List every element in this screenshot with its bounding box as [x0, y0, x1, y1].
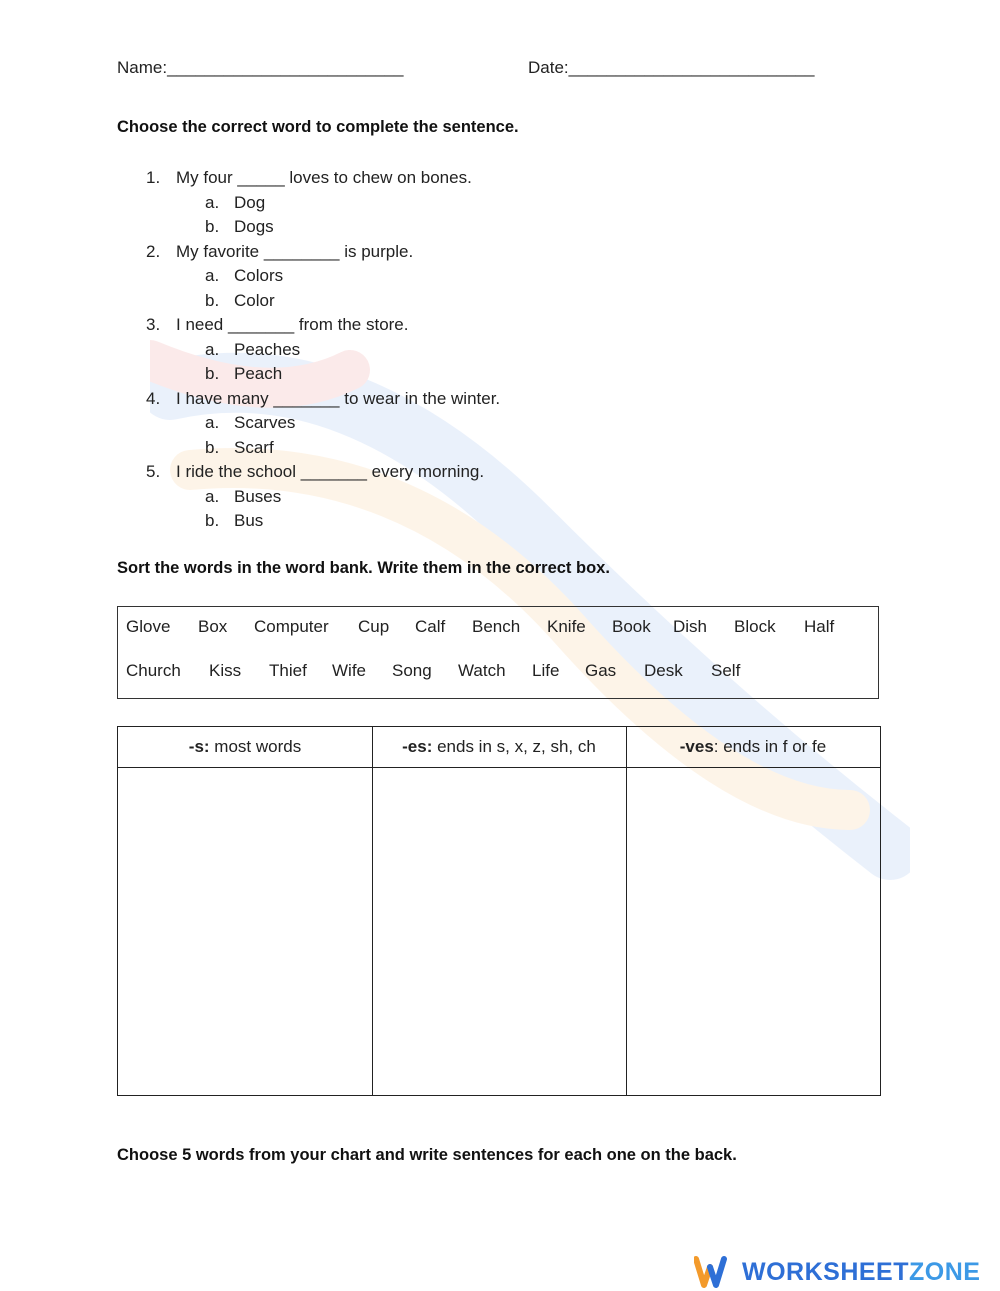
word-bank-word: Box [198, 617, 228, 636]
option-letter: b. [205, 364, 220, 383]
column-header-desc: most words [209, 737, 302, 756]
option-text: Buses [234, 486, 282, 506]
option-text: Peach [234, 364, 283, 383]
option-letter: b. [205, 511, 220, 530]
word-bank-word: Glove [126, 617, 171, 636]
question-number: 4. [146, 388, 161, 408]
answer-option[interactable] [205, 217, 274, 237]
answer-option[interactable] [205, 487, 281, 507]
option-letter: a. [205, 192, 220, 212]
word-bank-word: Watch [458, 661, 506, 680]
option-letter: a. [205, 266, 220, 285]
answer-option[interactable] [205, 291, 275, 311]
question-4 [146, 389, 500, 409]
option-text: Color [234, 290, 275, 310]
worksheetzone-logo [694, 1254, 980, 1290]
answer-box-es[interactable] [373, 768, 626, 1095]
column-header-es [372, 727, 626, 767]
word-bank-word: Self [711, 661, 741, 680]
option-text: Scarf [234, 437, 274, 457]
question-text: My four _____ loves to chew on bones. [176, 168, 472, 187]
word-bank-word: Church [126, 661, 181, 680]
word-bank-word: Kiss [209, 661, 242, 680]
word-bank-word: Knife [547, 617, 586, 636]
section2-heading: Sort the words in the word bank. Write them in the correct box. [117, 559, 610, 577]
section3-heading: Choose 5 words from your chart and write sentences for each one on the back. [117, 1146, 737, 1164]
option-text: Dogs [234, 217, 274, 236]
answer-option[interactable] [205, 193, 265, 213]
option-text: Scarves [234, 413, 296, 432]
option-letter: b. [205, 437, 220, 457]
option-letter: a. [205, 486, 220, 506]
question-2 [146, 242, 413, 262]
word-bank-word: Dish [673, 617, 708, 636]
word-bank-word: Wife [332, 661, 366, 680]
word-bank-word: Gas [585, 661, 617, 680]
option-text: Dog [234, 192, 266, 212]
question-1 [146, 168, 472, 188]
word-bank-word: Life [532, 661, 560, 680]
answer-option[interactable] [205, 340, 300, 360]
column-header-key: -s: [188, 737, 210, 756]
date-field-label: Date:__________________________ [528, 58, 815, 77]
column-header-s [118, 727, 372, 767]
worksheetzone-w-icon [694, 1255, 734, 1289]
column-header-desc: ends in s, x, z, sh, ch [432, 737, 596, 756]
logo-text-zone: ZONE [909, 1257, 981, 1286]
answer-option[interactable] [205, 364, 282, 384]
question-number: 3. [146, 315, 161, 334]
word-bank-word: Cup [358, 617, 390, 636]
question-number: 2. [146, 241, 161, 261]
column-header-ves [626, 727, 880, 767]
word-bank-word: Book [612, 617, 651, 636]
answer-option[interactable] [205, 511, 263, 531]
option-text: Bus [234, 511, 264, 530]
sort-table [117, 726, 881, 1096]
question-text: I ride the school _______ every morning. [176, 462, 485, 481]
question-text: My favorite ________ is purple. [176, 241, 414, 261]
word-bank [117, 606, 879, 699]
section1-heading: Choose the correct word to complete the sentence. [117, 118, 519, 136]
word-bank-word: Calf [415, 617, 446, 636]
word-bank-word: Bench [472, 617, 521, 636]
name-field-label: Name:_________________________ [117, 58, 404, 77]
question-number: 1. [146, 168, 161, 187]
column-header-desc: : ends in f or fe [713, 737, 827, 756]
word-bank-word: Thief [269, 661, 307, 680]
word-bank-word: Computer [254, 617, 329, 636]
word-bank-word: Half [804, 617, 835, 636]
question-text: I need _______ from the store. [176, 315, 409, 334]
question-number: 5. [146, 462, 161, 481]
option-text: Colors [234, 266, 284, 285]
answer-option[interactable] [205, 413, 295, 433]
option-text: Peaches [234, 339, 301, 359]
question-3 [146, 315, 409, 335]
word-bank-word: Block [734, 617, 776, 636]
column-header-key: -ves [679, 737, 714, 756]
logo-text-worksheet: WORKSHEET [742, 1257, 909, 1286]
answer-option[interactable] [205, 438, 274, 458]
answer-box-s[interactable] [118, 768, 372, 1095]
option-letter: b. [205, 217, 220, 236]
question-text: I have many _______ to wear in the winter. [176, 388, 501, 408]
question-5 [146, 462, 484, 482]
word-bank-word: Song [392, 661, 432, 680]
option-letter: b. [205, 290, 220, 310]
option-letter: a. [205, 413, 220, 432]
answer-box-ves[interactable] [627, 768, 880, 1095]
word-bank-word: Desk [644, 661, 683, 680]
option-letter: a. [205, 339, 220, 359]
answer-option[interactable] [205, 266, 283, 286]
column-header-key: -es: [402, 737, 433, 756]
